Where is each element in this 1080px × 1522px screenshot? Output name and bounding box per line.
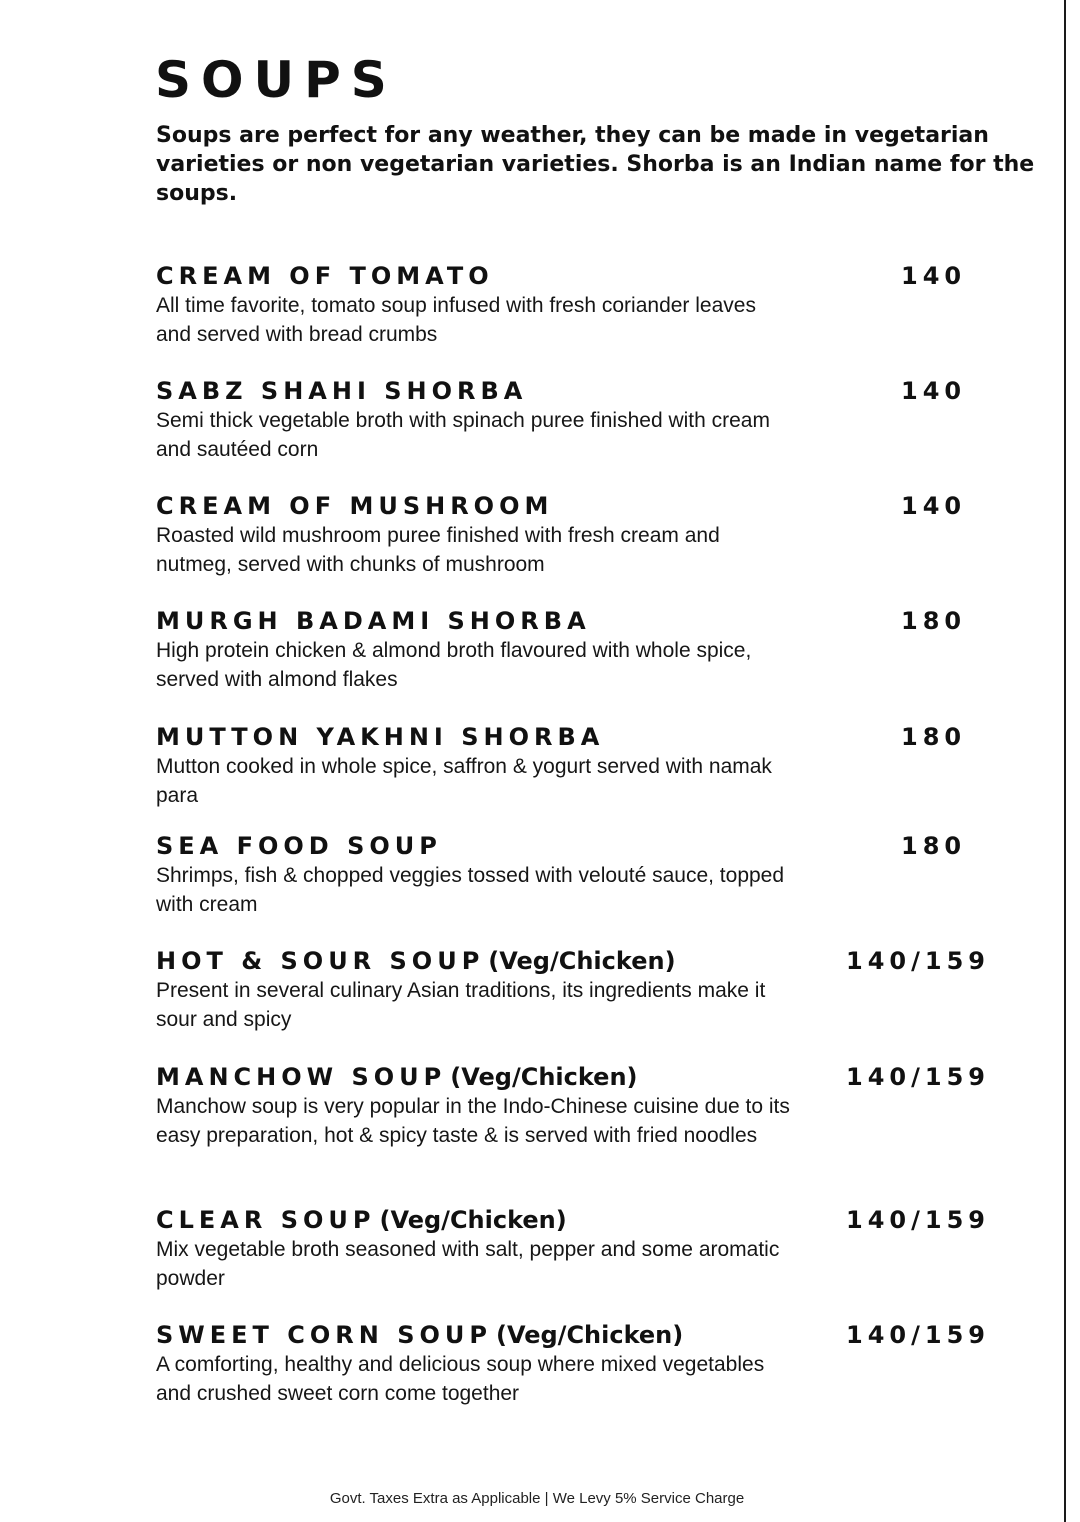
item-price: 180 bbox=[901, 832, 967, 860]
item-price: 140 bbox=[901, 377, 967, 405]
item-name: SABZ SHAHI SHORBA bbox=[156, 377, 528, 405]
item-name: HOT & SOUR SOUP (Veg/Chicken) bbox=[156, 947, 676, 975]
menu-item-hot-and-sour-soup bbox=[156, 946, 1016, 1034]
menu-item-sabz-shahi-shorba bbox=[156, 376, 1016, 464]
item-name: CREAM OF TOMATO bbox=[156, 262, 494, 290]
item-description: Shrimps, fish & chopped veggies tossed with velouté sauce, topped with cream bbox=[156, 864, 785, 916]
item-description: Mutton cooked in whole spice, saffron & yogurt served with namak para bbox=[156, 755, 772, 807]
item-price: 140 bbox=[901, 492, 967, 520]
item-price: 140/159 bbox=[846, 1206, 990, 1234]
item-description: Semi thick vegetable broth with spinach puree finished with cream and sautéed corn bbox=[156, 409, 770, 461]
item-description: Manchow soup is very popular in the Indo-Chinese cuisine due to its easy preparation, hot & spicy taste & is served with fried noodles bbox=[156, 1095, 790, 1147]
item-description: High protein chicken & almond broth flavoured with whole spice, served with almond flakes bbox=[156, 639, 752, 691]
item-description: Present in several culinary Asian traditions, its ingredients make it sour and spicy bbox=[156, 979, 766, 1031]
item-name: SEA FOOD SOUP bbox=[156, 832, 442, 860]
item-name: SWEET CORN SOUP (Veg/Chicken) bbox=[156, 1321, 684, 1349]
page-title: SOUPS bbox=[155, 51, 397, 109]
item-variant: (Veg/Chicken) bbox=[379, 1206, 567, 1234]
item-price: 140/159 bbox=[846, 1063, 990, 1091]
item-name: MANCHOW SOUP (Veg/Chicken) bbox=[156, 1063, 638, 1091]
item-description: Mix vegetable broth seasoned with salt, pepper and some aromatic powder bbox=[156, 1238, 780, 1290]
item-name: CLEAR SOUP (Veg/Chicken) bbox=[156, 1206, 567, 1234]
item-description: All time favorite, tomato soup infused with fresh coriander leaves and served with bread crumbs bbox=[156, 294, 756, 346]
item-description: Roasted wild mushroom puree finished with fresh cream and nutmeg, served with chunks of mushroom bbox=[156, 524, 720, 576]
footer-note bbox=[0, 1488, 1080, 1510]
item-name: MURGH BADAMI SHORBA bbox=[156, 607, 591, 635]
menu-item-sea-food-soup bbox=[156, 831, 1016, 919]
menu-item-mutton-yakhni-shorba bbox=[156, 722, 1016, 810]
menu-item-clear-soup bbox=[156, 1205, 1016, 1293]
menu-item-cream-of-tomato bbox=[156, 261, 1016, 349]
menu-item-manchow-soup bbox=[156, 1062, 1016, 1150]
intro-text: Soups are perfect for any weather, they can be made in vegetarian varieties or non vegetarian varieties. Shorba is an Indian name for the soups. bbox=[156, 123, 1035, 206]
page-edge-rule bbox=[1064, 0, 1066, 1522]
item-description: A comforting, healthy and delicious soup where mixed vegetables and crushed sweet corn come together bbox=[156, 1353, 765, 1405]
item-variant: (Veg/Chicken) bbox=[450, 1063, 638, 1091]
item-price: 140/159 bbox=[846, 1321, 990, 1349]
menu-item-cream-of-mushroom bbox=[156, 491, 1016, 579]
footer-text: Govt. Taxes Extra as Applicable | We Levy 5% Service Charge bbox=[329, 1490, 745, 1507]
item-name: MUTTON YAKHNI SHORBA bbox=[156, 723, 605, 751]
menu-item-murgh-badami-shorba bbox=[156, 606, 1016, 694]
item-variant: (Veg/Chicken) bbox=[488, 947, 676, 975]
item-variant: (Veg/Chicken) bbox=[495, 1321, 684, 1349]
item-price: 180 bbox=[901, 723, 967, 751]
item-price: 140 bbox=[901, 262, 967, 290]
item-name: CREAM OF MUSHROOM bbox=[156, 492, 554, 520]
item-price: 140/159 bbox=[846, 947, 990, 975]
menu-item-sweet-corn-soup bbox=[156, 1320, 1016, 1408]
item-price: 180 bbox=[901, 607, 967, 635]
